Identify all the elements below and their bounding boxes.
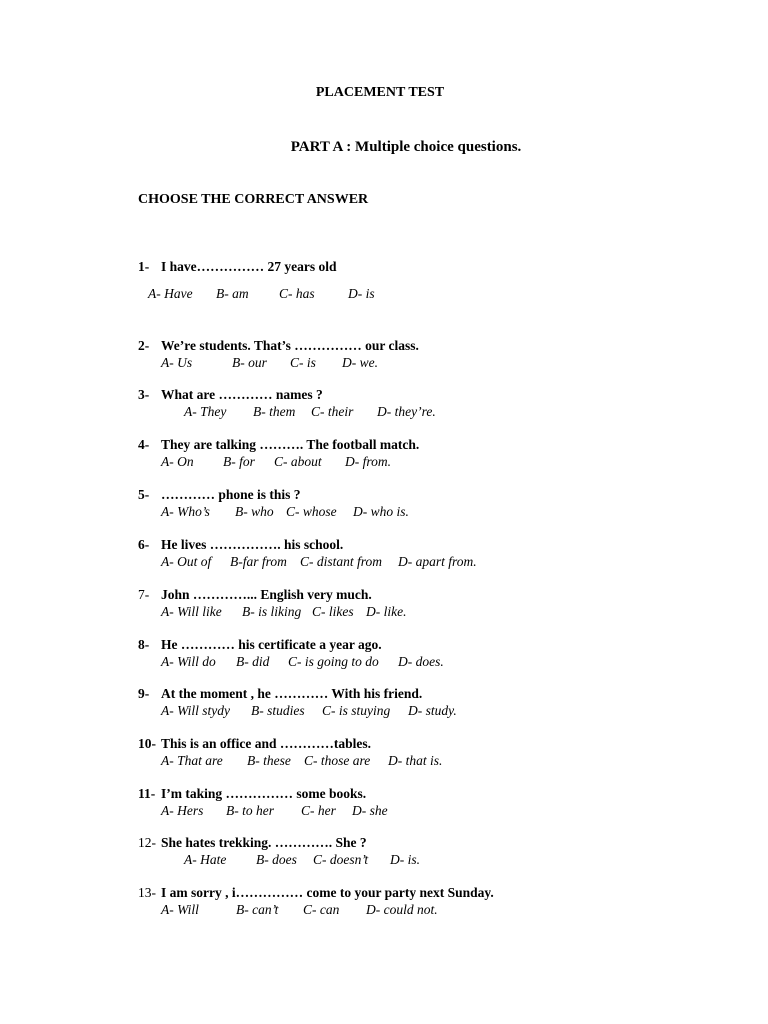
option-b: B- is liking <box>242 604 302 619</box>
option-d: D- they’re. <box>377 404 436 419</box>
option-c: C- distant from <box>300 554 383 569</box>
question-text: I’m taking …………… some books. <box>161 786 367 801</box>
question-text: At the moment , he ………… With his friend. <box>161 686 423 701</box>
question-number: 4- <box>138 437 150 452</box>
question-11-options <box>161 803 388 819</box>
option-a: A- Hers <box>161 803 204 818</box>
option-b: B- these <box>247 753 291 768</box>
question-8-options <box>161 654 444 670</box>
option-c: C- doesn’t <box>313 852 369 867</box>
question-1-options <box>148 286 375 302</box>
option-c: C- can <box>303 902 340 917</box>
option-b: B- does <box>256 852 297 867</box>
option-c: C- about <box>274 454 322 469</box>
option-b: B- who <box>235 504 274 519</box>
question-number: 10- <box>138 736 156 751</box>
option-a: A- Will like <box>161 604 222 619</box>
option-d: D- that is. <box>388 753 443 768</box>
question-10-options <box>161 753 442 769</box>
option-b: B- our <box>232 355 267 370</box>
question-4-options <box>161 454 391 470</box>
option-c: C- is stuying <box>322 703 391 718</box>
question-6 <box>138 537 343 553</box>
question-number: 12- <box>138 835 156 850</box>
option-d: D- she <box>352 803 388 818</box>
question-2 <box>138 338 419 354</box>
question-text: What are ………… names ? <box>161 387 323 402</box>
question-7 <box>138 587 372 603</box>
option-a: A- Have <box>148 286 193 301</box>
option-d: D- from. <box>345 454 391 469</box>
question-number: 11- <box>138 786 156 801</box>
question-number: 13- <box>138 885 156 900</box>
option-c: C- is going to do <box>288 654 379 669</box>
option-b: B- to her <box>226 803 274 818</box>
option-d: D- we. <box>342 355 378 370</box>
option-c: C- likes <box>312 604 354 619</box>
question-2-options <box>161 355 378 371</box>
option-a: A- Who’s <box>161 504 210 519</box>
option-a: A- Hate <box>184 852 227 867</box>
option-c: C- is <box>290 355 316 370</box>
option-d: D- is. <box>390 852 420 867</box>
question-text: We’re students. That’s …………… our class. <box>161 338 419 353</box>
question-text: I have…………… 27 years old <box>161 259 337 274</box>
question-13 <box>138 885 494 901</box>
question-text: She hates trekking. …………. She ? <box>161 835 367 850</box>
option-d: D- apart from. <box>398 554 477 569</box>
question-5 <box>138 487 301 503</box>
option-a: A- On <box>161 454 194 469</box>
question-text: ………… phone is this ? <box>161 487 301 502</box>
option-d: D- is <box>348 286 375 301</box>
option-b: B- am <box>216 286 249 301</box>
option-d: D- does. <box>398 654 444 669</box>
instruction-heading: CHOOSE THE CORRECT ANSWER <box>138 192 369 207</box>
option-d: D- who is. <box>353 504 409 519</box>
question-number: 3- <box>138 387 150 402</box>
question-5-options <box>161 504 409 520</box>
question-9-options <box>161 703 457 719</box>
option-a: A- That are <box>161 753 223 768</box>
question-text: This is an office and …………tables. <box>161 736 372 751</box>
question-text: They are talking ………. The football match. <box>161 437 420 452</box>
question-text: I am sorry , i…………… come to your party next Sunday. <box>161 885 494 900</box>
question-11 <box>138 786 366 802</box>
question-1 <box>138 259 337 275</box>
question-number: 1- <box>138 259 150 274</box>
question-3-options <box>184 404 436 420</box>
option-c: C- has <box>279 286 315 301</box>
option-b: B- for <box>223 454 255 469</box>
document-title: PLACEMENT TEST <box>315 85 445 100</box>
question-number: 5- <box>138 487 150 502</box>
part-heading: PART A : Multiple choice questions. <box>290 139 522 155</box>
question-12-options <box>184 852 420 868</box>
question-number: 6- <box>138 537 150 552</box>
option-c: C- those are <box>304 753 371 768</box>
option-d: D- like. <box>366 604 407 619</box>
question-text: He ………… his certificate a year ago. <box>161 637 382 652</box>
option-c: C- their <box>311 404 354 419</box>
question-4 <box>138 437 419 453</box>
question-text: John …………... English very much. <box>161 587 372 602</box>
option-a: A- Us <box>161 355 193 370</box>
option-a: A- They <box>184 404 227 419</box>
option-a: A- Will <box>161 902 199 917</box>
option-b: B- them <box>253 404 296 419</box>
option-b: B- studies <box>251 703 305 718</box>
question-number: 8- <box>138 637 150 652</box>
option-d: D- could not. <box>366 902 438 917</box>
option-b: B- can’t <box>236 902 279 917</box>
question-7-options <box>161 604 406 620</box>
option-d: D- study. <box>408 703 457 718</box>
question-number: 9- <box>138 686 150 701</box>
option-a: A- Will do <box>161 654 216 669</box>
option-a: A- Will stydy <box>161 703 230 718</box>
option-c: C- her <box>301 803 336 818</box>
question-13-options <box>161 902 438 918</box>
question-6-options <box>161 554 477 570</box>
question-text: He lives ……………. his school. <box>161 537 344 552</box>
question-number: 2- <box>138 338 150 353</box>
option-b: B- did <box>236 654 270 669</box>
option-b: B-far from <box>230 554 287 569</box>
question-number: 7- <box>138 587 150 602</box>
question-12 <box>138 835 367 851</box>
question-10 <box>138 736 371 752</box>
question-9 <box>138 686 422 702</box>
question-3 <box>138 387 323 403</box>
question-8 <box>138 637 382 653</box>
option-a: A- Out of <box>161 554 212 569</box>
option-c: C- whose <box>286 504 337 519</box>
